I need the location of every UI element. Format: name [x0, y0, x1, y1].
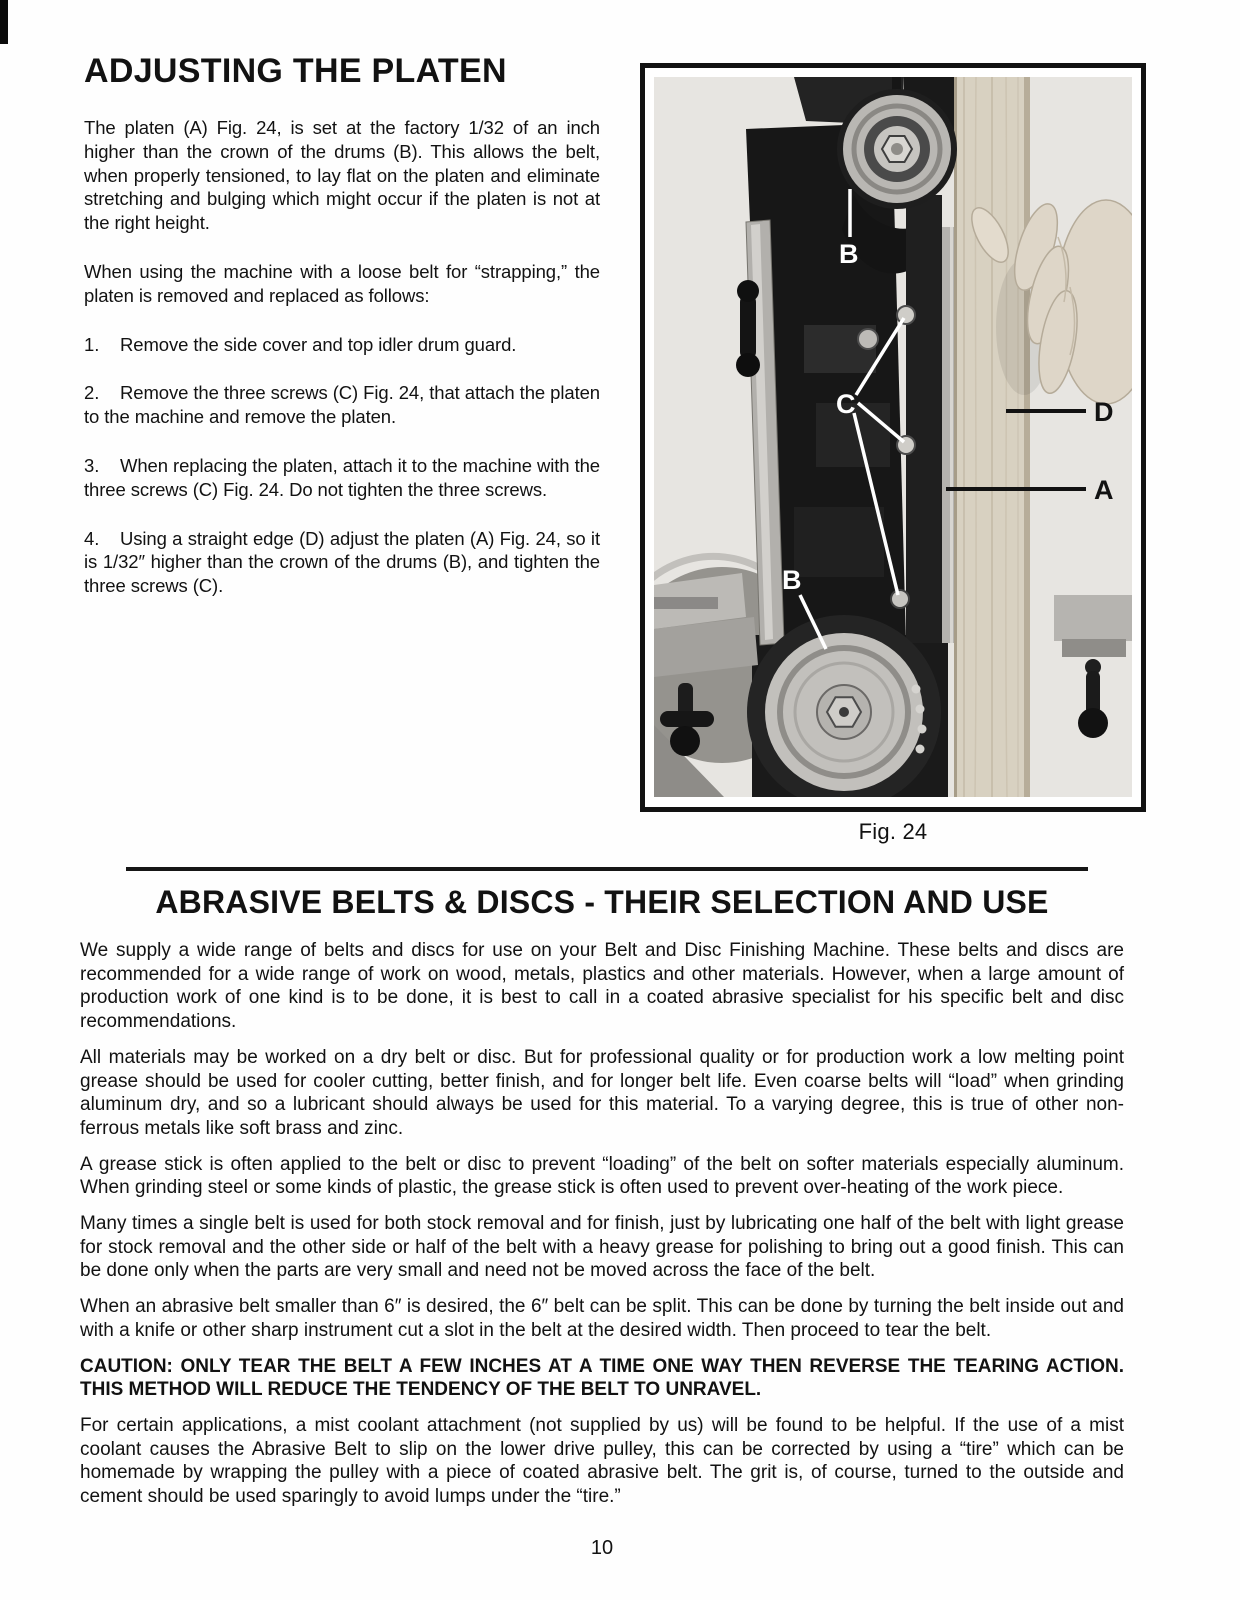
- section2-paragraph: A grease stick is often applied to the belt or disc to prevent “loading” of the belt on softer materials especially aluminum. When grinding steel or some kinds of plastic, the grease stick is often used to prevent over-heating of the work piece.: [80, 1153, 1124, 1199]
- platen-edge: [942, 227, 954, 643]
- section2-paragraph: Many times a single belt is used for both stock removal and for finish, just by lubricating one half of the belt with light grease for stock removal and the other side or half of the belt with a heavy grease for polishing to bring out a good finish. This can be done only when the parts are very small and need not be moved across the face of the belt.: [80, 1213, 1124, 1282]
- step-text: Remove the side cover and top idler drum guard.: [120, 333, 517, 355]
- figure-24-caption: Fig. 24: [858, 819, 928, 844]
- section-adjusting-platen: [84, 52, 600, 623]
- step-item-1: [84, 333, 600, 357]
- caution-paragraph: CAUTION: ONLY TEAR THE BELT A FEW INCHES AT A TIME ONE WAY THEN REVERSE THE TEARING ACTION. THIS METHOD WILL REDUCE THE TENDENCY OF THE BELT TO UNRAVEL.: [80, 1355, 1124, 1401]
- section2-paragraph: All materials may be worked on a dry belt or disc. But for professional quality or for production work a low melting point grease should be used for cooler cutting, better finish, and for longer belt life. Even coarse belts will “load” when grinding aluminum dry, and so a lubricant should always be used for this material. To a varying degree, this is true of other non-ferrous metals like soft brass and zinc.: [80, 1046, 1124, 1139]
- figure-label-d: D: [1094, 397, 1114, 427]
- figure-label-c: C: [836, 389, 856, 419]
- wood-board: [954, 77, 1030, 797]
- section2-paragraph: When an abrasive belt smaller than 6″ is desired, the 6″ belt can be split. This can be done by turning the belt inside out and with a knife or other sharp instrument cut a slot in the belt at the desired width. Then proceed to tear the belt.: [80, 1296, 1124, 1341]
- figure-label-b-top: B: [839, 239, 859, 269]
- step-number: 1.: [84, 333, 100, 355]
- section1-intro-paragraph: The platen (A) Fig. 24, is set at the factory 1/32 of an inch higher than the crown of the drums (B). This allows the belt, when properly tensioned, to lay flat on the platen and eliminate stretching and bulging which might occur if the platen is not at the right height.: [84, 117, 600, 234]
- step-text: Remove the three screws (C) Fig. 24, that attach the platen to the machine and remove the platen.: [84, 382, 600, 428]
- figure-24-frame: [640, 63, 1146, 812]
- step-item-2: [84, 381, 600, 429]
- section-abrasive-belts: [80, 884, 1124, 1521]
- section2-title: ABRASIVE BELTS & DISCS - THEIR SELECTION AND USE: [155, 884, 1049, 920]
- section-divider-rule: [126, 867, 1088, 871]
- figure-label-a: A: [1094, 475, 1114, 505]
- section2-closing-paragraph: For certain applications, a mist coolant attachment (not supplied by us) will be found to be helpful. If the use of a mist coolant causes the Abrasive Belt to slip on the lower drive pulley, this can be corrected by using a “tire” which can be homemade by wrapping the pulley with a piece of coated abrasive belt. The grit is, of course, turned to the outside and cement should be used sparingly to avoid lumps under the “tire.”: [80, 1414, 1124, 1508]
- page-number: 10: [590, 1537, 614, 1559]
- section2-paragraph: We supply a wide range of belts and discs for use on your Belt and Disc Finishing Machine. These belts and discs are recommended for a wide range of work on wood, metals, plastics and other materials. However, when a large amount of production work of one kind is to be done, it is best to call in a coated abrasive specialist for his specific belt and disc recommendations.: [80, 940, 1124, 1033]
- step-item-3: [84, 454, 600, 502]
- section1-title: ADJUSTING THE PLATEN: [84, 52, 507, 90]
- step-item-4: [84, 527, 600, 598]
- figure-label-b-bottom: B: [782, 565, 802, 595]
- step-number: 3.: [84, 454, 100, 476]
- step-number: 4.: [84, 527, 100, 549]
- abrasive-belt: [906, 195, 942, 643]
- step-text: When replacing the platen, attach it to the machine with the three screws (C) Fig. 24. Do not tighten the three screws.: [84, 454, 600, 500]
- step-text: Using a straight edge (D) adjust the platen (A) Fig. 24, so it is 1/32″ higher than the crown of the drums (B), and tighten the three screws (C).: [84, 527, 600, 597]
- scan-edge-artifact: [0, 0, 8, 44]
- section1-intro-paragraph: When using the machine with a loose belt for “strapping,” the platen is removed and replaced as follows:: [84, 260, 600, 306]
- figure-24-photo: [654, 77, 1132, 797]
- step-number: 2.: [84, 382, 100, 404]
